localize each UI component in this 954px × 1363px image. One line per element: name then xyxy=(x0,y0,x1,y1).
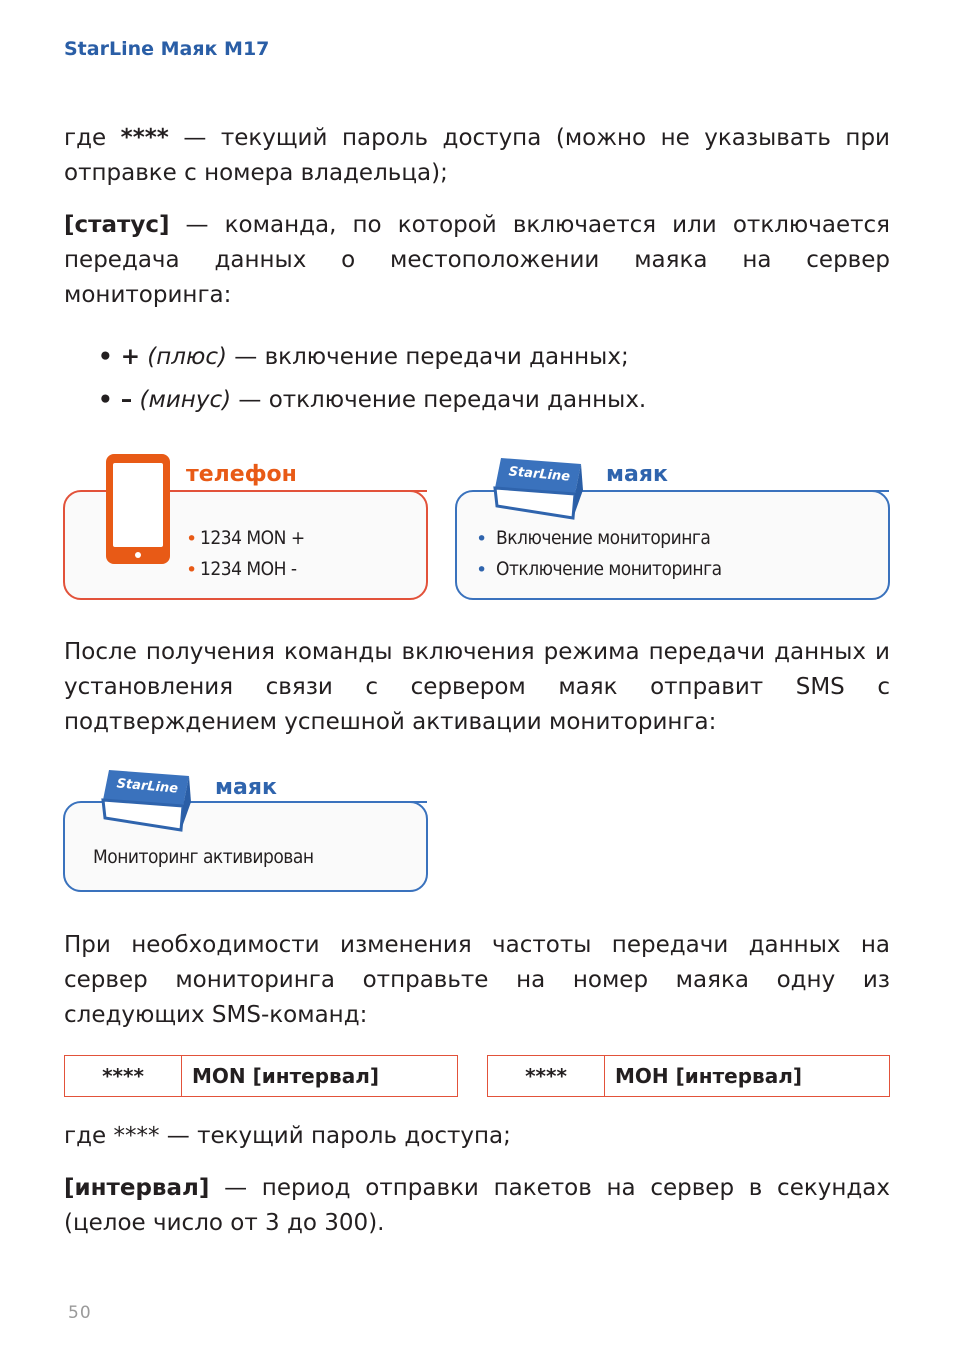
bullet-minus: • – (минус) — отключение передачи данных. xyxy=(98,387,647,413)
paragraph-confirmation: После получения команды включения режима передачи данных и установления связи с сервером маяк отправит SMS с подтверждением успешной активации мониторинга: xyxy=(64,639,890,735)
phone-icon xyxy=(104,452,172,566)
starline-logo-text: StarLine xyxy=(507,464,571,485)
beacon-title: маяк xyxy=(215,775,277,800)
command-text: МОН [интервал] xyxy=(615,1064,802,1088)
bullet-plus: • + (плюс) — включение передачи данных; xyxy=(98,344,629,370)
running-header: StarLine Маяк M17 xyxy=(64,38,270,60)
phone-title-underline xyxy=(186,490,427,492)
command-password: **** xyxy=(488,1056,605,1096)
paragraph-status: [статус] — команда, по которой включается или отключается передача данных о местоположении маяка на сервер мониторинга: xyxy=(64,212,890,308)
beacon-title-underline xyxy=(215,801,427,803)
paragraph-password: где **** — текущий пароль доступа (можно не указывать при отправке с номера владельца); xyxy=(64,125,890,186)
bullet-dot: • xyxy=(476,559,488,581)
page-number: 50 xyxy=(68,1303,92,1323)
starline-logo-text: StarLine xyxy=(115,776,179,797)
command-password: **** xyxy=(65,1056,182,1096)
command-text: MON [интервал] xyxy=(192,1064,379,1088)
beacon-message: Мониторинг активирован xyxy=(93,846,314,868)
paragraph-password-note: где **** — текущий пароль доступа; xyxy=(64,1123,511,1149)
bullet-dot: • xyxy=(186,528,198,550)
command-table-cyrillic xyxy=(487,1055,890,1097)
paragraph-interval-intro: При необходимости изменения частоты передачи данных на сервер мониторинга отправьте на номер маяка одну из следующих SMS-команд: xyxy=(64,932,890,1028)
phone-item-1: 1234 MON + xyxy=(200,527,305,549)
beacon-title: маяк xyxy=(606,462,668,487)
phone-item-2: 1234 МОН - xyxy=(200,558,297,580)
beacon-item-1: Включение мониторинга xyxy=(496,527,711,549)
bullet-dot: • xyxy=(186,559,198,581)
phone-title: телефон xyxy=(186,462,297,487)
paragraph-interval: [интервал] — период отправки пакетов на сервер в секундах (целое число от 3 до 300). xyxy=(64,1175,890,1236)
beacon-device-icon xyxy=(101,762,201,834)
beacon-item-2: Отключение мониторинга xyxy=(496,558,722,580)
beacon-device-icon xyxy=(493,450,593,522)
command-table-latin xyxy=(64,1055,458,1097)
beacon-title-underline xyxy=(606,490,889,492)
bullet-dot: • xyxy=(476,528,488,550)
